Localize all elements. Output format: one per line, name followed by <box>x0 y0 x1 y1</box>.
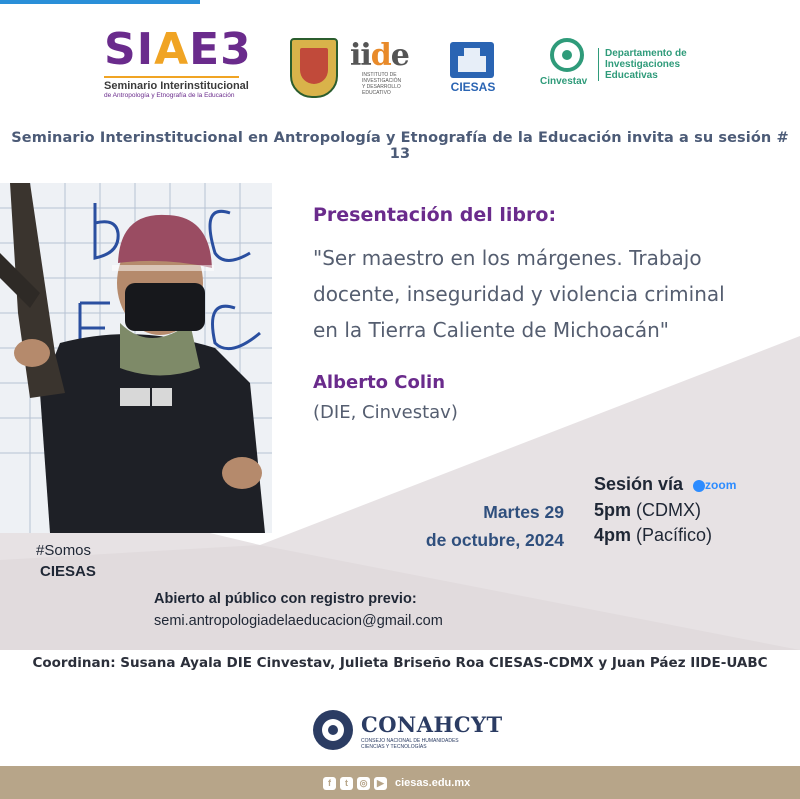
cinvestav-department: Departamento de Investigaciones Educativas <box>598 48 715 81</box>
siae-logo <box>104 18 252 99</box>
author-name: Alberto Colin <box>313 372 446 393</box>
conahcyt-subtitle: CONSEJO NACIONAL DE HUMANIDADES CIENCIAS Y TECNOLOGÍAS <box>361 738 459 750</box>
logos-row <box>0 18 800 118</box>
facebook-icon[interactable]: f <box>323 777 336 790</box>
session-info <box>594 472 736 548</box>
author-photo <box>0 183 272 533</box>
twitter-icon[interactable]: t <box>340 777 353 790</box>
photo-illustration <box>0 183 272 533</box>
invitation-line: Seminario Interinstitucional en Antropología y Etnografía de la Educación invita a su sesión # 13 <box>11 130 789 162</box>
conahcyt-logo <box>313 710 503 754</box>
registration-info <box>154 588 443 632</box>
cinvestav-label: Cinvestav <box>540 76 588 87</box>
ciesas-logo <box>450 42 496 94</box>
siae-rule <box>104 76 239 78</box>
siae-subtitle-small: de Antropología y Etnografía de la Educación <box>104 92 235 99</box>
date-line-2: de octubre, 2024 <box>425 530 564 550</box>
hashtag-line-2: CIESAS <box>40 563 96 580</box>
time-pacific-zone: (Pacífico) <box>636 525 713 546</box>
footer-url[interactable]: ciesas.edu.mx <box>395 777 471 789</box>
conahcyt-mark-icon <box>313 710 353 750</box>
cinvestav-mark-icon <box>550 38 584 72</box>
event-date <box>370 498 564 554</box>
presentation-heading: Presentación del libro: <box>313 204 557 226</box>
author-affiliation: (DIE, Cinvestav) <box>313 402 458 423</box>
registration-email[interactable]: semi.antropologiadelaeducacion@gmail.com <box>154 613 443 629</box>
zoom-logo <box>693 472 736 498</box>
siae-subtitle: Seminario Interinstitucional <box>104 80 249 92</box>
footer-bar <box>0 766 800 799</box>
iide-wordmark: iide <box>350 38 409 73</box>
siae-wordmark <box>104 24 252 75</box>
iide-subtitle: INSTITUTO DE INVESTIGACIÓN Y DESARROLLO EDUCATIVO <box>362 72 402 96</box>
coordinators-line: Coordinan: Susana Ayala DIE Cinvestav, Julieta Briseño Roa CIESAS-CDMX y Juan Páez IIDE-UABC <box>32 655 768 671</box>
time-cdmx-zone: (CDMX) <box>636 500 702 521</box>
siae-word-part: SI <box>104 24 155 75</box>
iide-logo <box>350 40 420 96</box>
siae-word-part: E3 <box>189 24 252 75</box>
footer-social <box>323 775 470 791</box>
date-line-1: Martes 29 <box>483 502 564 522</box>
youtube-icon[interactable]: ▶ <box>374 777 387 790</box>
time-cdmx: 5pm <box>594 500 632 521</box>
cinvestav-logo <box>540 38 600 87</box>
ciesas-label: CIESAS <box>450 80 496 94</box>
zoom-icon <box>693 480 705 492</box>
conahcyt-wordmark: CONAHCYT <box>361 712 503 737</box>
university-crest-icon <box>290 38 338 98</box>
registration-heading: Abierto al público con registro previo: <box>154 591 417 607</box>
time-pacific: 4pm <box>594 525 632 546</box>
session-label: Sesión vía <box>594 474 684 494</box>
siae-word-accent: A <box>154 24 190 75</box>
book-title: "Ser maestro en los márgenes. Trabajo docente, inseguridad y violencia criminal en la Tierra Caliente de Michoacán" <box>313 246 725 342</box>
hashtag-line-1: #Somos <box>36 542 92 559</box>
instagram-icon[interactable]: ◎ <box>357 777 370 790</box>
hashtag <box>36 540 96 582</box>
zoom-text: zoom <box>705 478 737 493</box>
ciesas-building-icon <box>450 42 494 78</box>
